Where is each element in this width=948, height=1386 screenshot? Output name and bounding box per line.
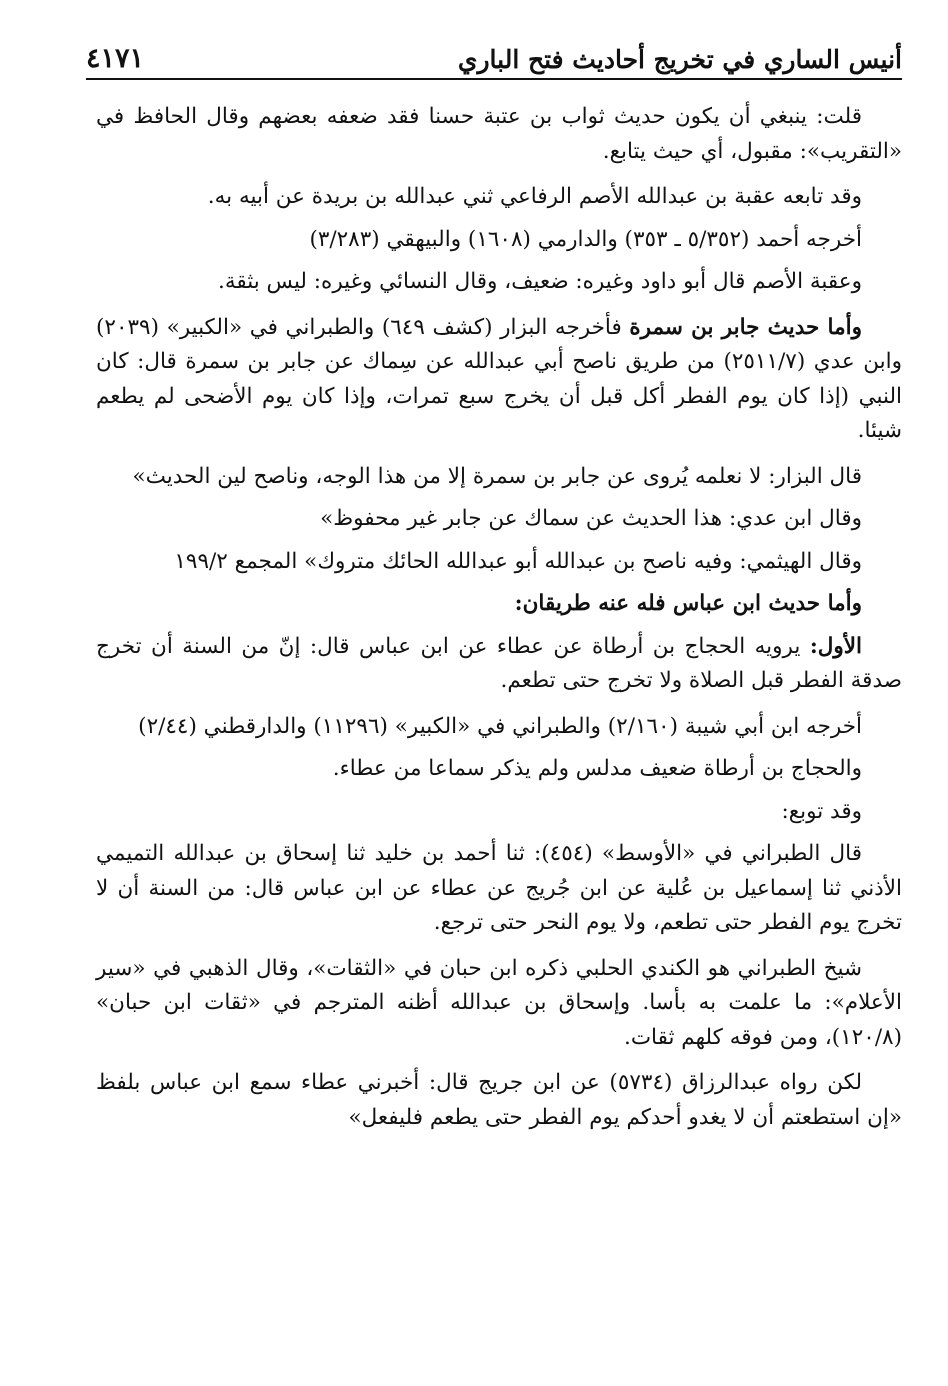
section-heading-ibn-abbas	[96, 587, 902, 622]
paragraph-10: الأول: يرويه الحجاج بن أرطاة عن عطاء عن ابن عباس قال: إنّ من السنة أن تخرج صدقة الفطر قبل الصلاة ولا تخرج حتى تطعم.	[96, 633, 902, 693]
paragraph-1: قلت: ينبغي أن يكون حديث ثواب بن عتبة حسنا فقد ضعفه بعضهم وقال الحافظ في «التقريب»: مقبول، أي حيث يتابع.	[96, 104, 902, 164]
paragraph-7: وقال ابن عدي: هذا الحديث عن سماك عن جابر غير محفوظ»	[320, 506, 862, 531]
paragraph-4: وعقبة الأصم قال أبو داود وغيره: ضعيف، وقال النسائي وغيره: ليس بثقة.	[217, 269, 862, 294]
paragraph-11: أخرجه ابن أبي شيبة (٢/١٦٠) والطبراني في «الكبير» (١١٢٩٦) والدارقطني (٢/٤٤)	[138, 713, 862, 739]
paragraph-3: أخرجه أحمد (٥/٣٥٢ ـ ٣٥٣) والدارمي (١٦٠٨) والبيهقي (٣/٢٨٣)	[309, 226, 862, 252]
paragraph-16: لكن رواه عبدالرزاق (٥٧٣٤) عن ابن جريج قال: أخبرني عطاء سمع ابن عباس بلفظ «إن استطعتم أن لا يغدو أحدكم يوم الفطر حتى يطعم فليفعل»	[96, 1070, 902, 1130]
book-title: أنيس الساري في تخريج أحاديث فتح الباري	[457, 45, 902, 74]
text-body	[96, 100, 902, 1146]
paragraph-5-lead: وأما حديث جابر بن سمرة	[629, 314, 862, 340]
page-number: ٤١٧١	[86, 43, 145, 74]
paragraph-10-lead: الأول:	[809, 633, 862, 659]
running-header	[86, 34, 902, 80]
paragraph-8: وقال الهيثمي: وفيه ناصح بن عبدالله أبو عبدالله الحائك متروك» المجمع ١٩٩/٢	[174, 548, 862, 574]
paragraph-12: والحجاج بن أرطاة ضعيف مدلس ولم يذكر سماعا من عطاء.	[332, 756, 862, 781]
paragraph-14: قال الطبراني في «الأوسط» (٤٥٤): ثنا أحمد بن خليد ثنا إسحاق بن عبدالله التميمي الأذني ثنا إسماعيل بن عُلية عن ابن جُريج عن عطاء عن ابن عباس قال: من السنة أن لا تخرج يوم الفطر حتى تطعم، ولا يوم النحر حتى ترجع.	[96, 841, 902, 935]
section-heading-lead: وأما حديث ابن عباس فله عنه طريقان:	[514, 591, 862, 616]
paragraph-13: وقد توبع:	[781, 798, 862, 824]
paragraph-6: قال البزار: لا نعلمه يُروى عن جابر بن سمرة إلا من هذا الوجه، وناصح لين الحديث»	[132, 463, 862, 489]
paragraph-15: شيخ الطبراني هو الكندي الحلبي ذكره ابن حبان في «الثقات»، وقال الذهبي في «سير الأعلام»: ما علمت به بأسا. وإسحاق بن عبدالله أظنه المترجم في «ثقات ابن حبان» (١٢٠/٨)، ومن فوقه كلهم ثقات.	[96, 955, 902, 1050]
paragraph-2: وقد تابعه عقبة بن عبدالله الأصم الرفاعي ثني عبدالله بن بريدة عن أبيه به.	[207, 184, 862, 209]
paragraph-5: وأما حديث جابر بن سمرة فأخرجه البزار (كشف ٦٤٩) والطبراني في «الكبير» (٢٠٣٩) وابن عدي (٢٥١١/٧) من طريق ناصح أبي عبدالله عن سِماك عن جابر بن سمرة قال: كان النبي (إذا كان يوم الفطر أكل قبل أن يخرج سبع تمرات، وإذا كان يوم الأضحى لم يطعم شيئا.	[96, 314, 902, 443]
